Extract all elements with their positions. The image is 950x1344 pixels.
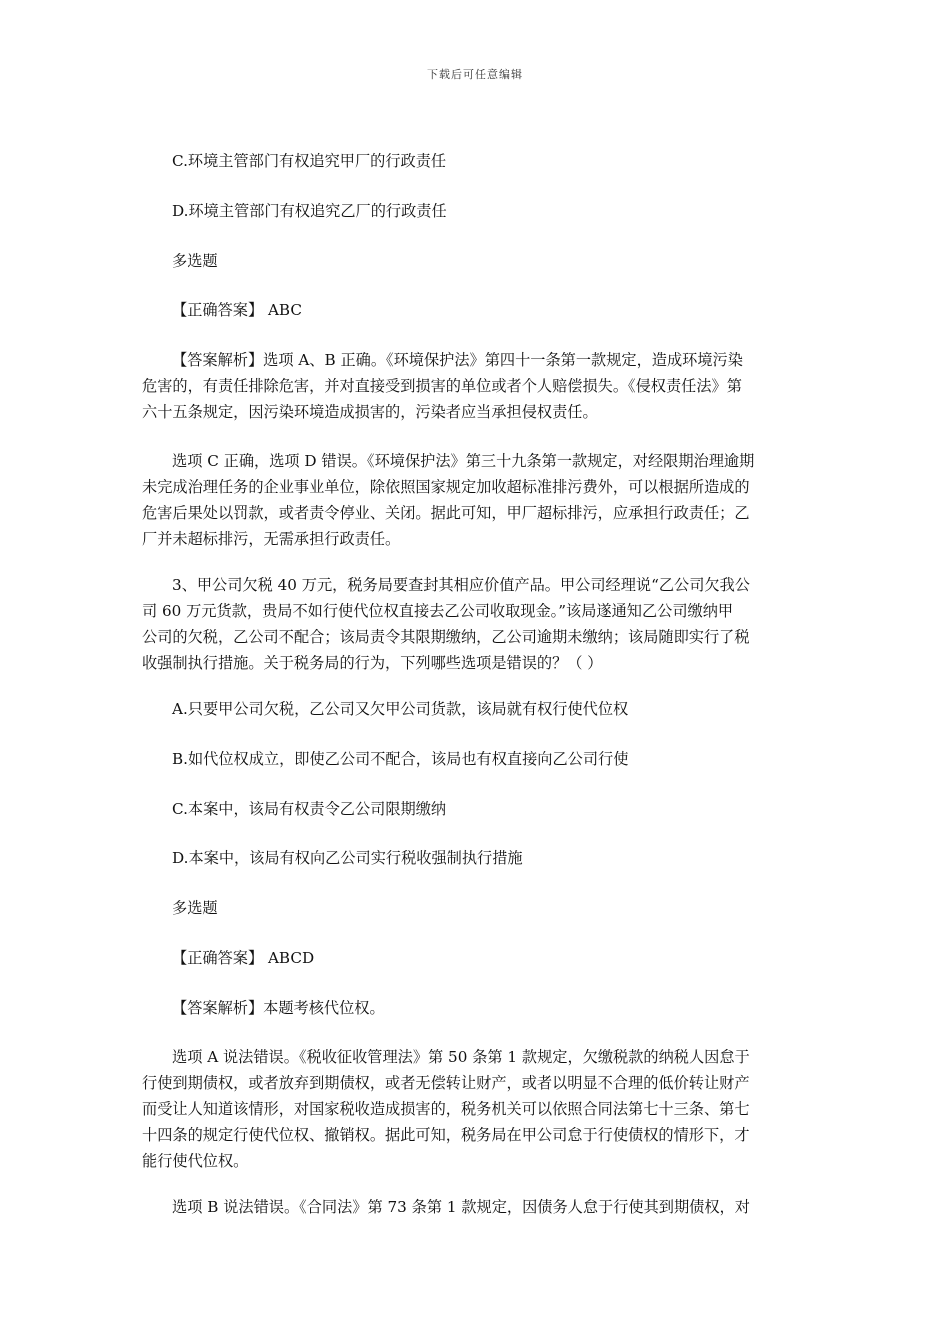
- question-line: 公司的欠税，乙公司不配合；该局责令其限期缴纳，乙公司逾期未缴纳；该局随即实行了税: [142, 628, 750, 646]
- analysis-line: 危害后果处以罚款，或者责令停业、关闭。据此可知，甲厂超标排污，应承担行政责任；乙: [142, 504, 750, 522]
- correct-answer: 【正确答案】 ABCD: [172, 949, 315, 967]
- analysis-line: 选项 A 说法错误。《税收征收管理法》第 50 条第 1 款规定，欠缴税款的纳税人因怠于: [172, 1048, 750, 1066]
- correct-answer: 【正确答案】 ABC: [172, 301, 302, 319]
- page-header: 下载后可任意编辑: [427, 68, 523, 81]
- answer-analysis: [142, 347, 812, 425]
- question-3: [142, 572, 812, 676]
- analysis-paragraph: [142, 1044, 812, 1174]
- option-a: A.只要甲公司欠税，乙公司又欠甲公司货款，该局就有权行使代位权: [172, 700, 629, 718]
- option-c: C.环境主管部门有权追究甲厂的行政责任: [172, 152, 447, 170]
- analysis-paragraph: 选项 B 说法错误。《合同法》第 73 条第 1 款规定，因债务人怠于行使其到期债权，对: [172, 1198, 750, 1216]
- question-type: 多选题: [172, 252, 218, 270]
- option-d: D.环境主管部门有权追究乙厂的行政责任: [172, 202, 447, 220]
- analysis-paragraph: [142, 448, 812, 552]
- question-line: 司 60 万元货款，贵局不如行使代位权直接去乙公司收取现金。”该局遂通知乙公司缴纳甲: [142, 602, 734, 620]
- analysis-line: 行使到期债权，或者放弃到期债权，或者无偿转让财产，或者以明显不合理的低价转让财产: [142, 1074, 750, 1092]
- analysis-line: 而受让人知道该情形，对国家税收造成损害的，税务机关可以依照合同法第七十三条、第七: [142, 1100, 750, 1118]
- analysis-line: 危害的，有责任排除危害，并对直接受到损害的单位或者个人赔偿损失。《侵权责任法》第: [142, 377, 742, 395]
- option-c: C.本案中，该局有权责令乙公司限期缴纳: [172, 800, 447, 818]
- analysis-line: 【答案解析】选项 A、B 正确。《环境保护法》第四十一条第一款规定，造成环境污染: [172, 351, 743, 369]
- analysis-line: 能行使代位权。: [142, 1152, 249, 1170]
- question-line: 收强制执行措施。关于税务局的行为，下列哪些选项是错误的？（ ）: [142, 654, 603, 672]
- question-line: 3、甲公司欠税 40 万元，税务局要查封其相应价值产品。甲公司经理说“乙公司欠我公: [172, 576, 750, 594]
- option-d: D.本案中，该局有权向乙公司实行税收强制执行措施: [172, 849, 523, 867]
- answer-analysis: 【答案解析】本题考核代位权。: [172, 999, 385, 1017]
- analysis-line: 厂并未超标排污，无需承担行政责任。: [142, 530, 401, 548]
- question-type: 多选题: [172, 899, 218, 917]
- analysis-line: 十四条的规定行使代位权、撤销权。据此可知，税务局在甲公司怠于行使债权的情形下，才: [142, 1126, 750, 1144]
- analysis-line: 选项 C 正确，选项 D 错误。《环境保护法》第三十九条第一款规定，对经限期治理逾期: [172, 452, 755, 470]
- option-b: B.如代位权成立，即使乙公司不配合，该局也有权直接向乙公司行使: [172, 750, 629, 768]
- analysis-line: 未完成治理任务的企业事业单位，除依照国家规定加收超标准排污费外，可以根据所造成的: [142, 478, 750, 496]
- analysis-line: 六十五条规定，因污染环境造成损害的，污染者应当承担侵权责任。: [142, 403, 598, 421]
